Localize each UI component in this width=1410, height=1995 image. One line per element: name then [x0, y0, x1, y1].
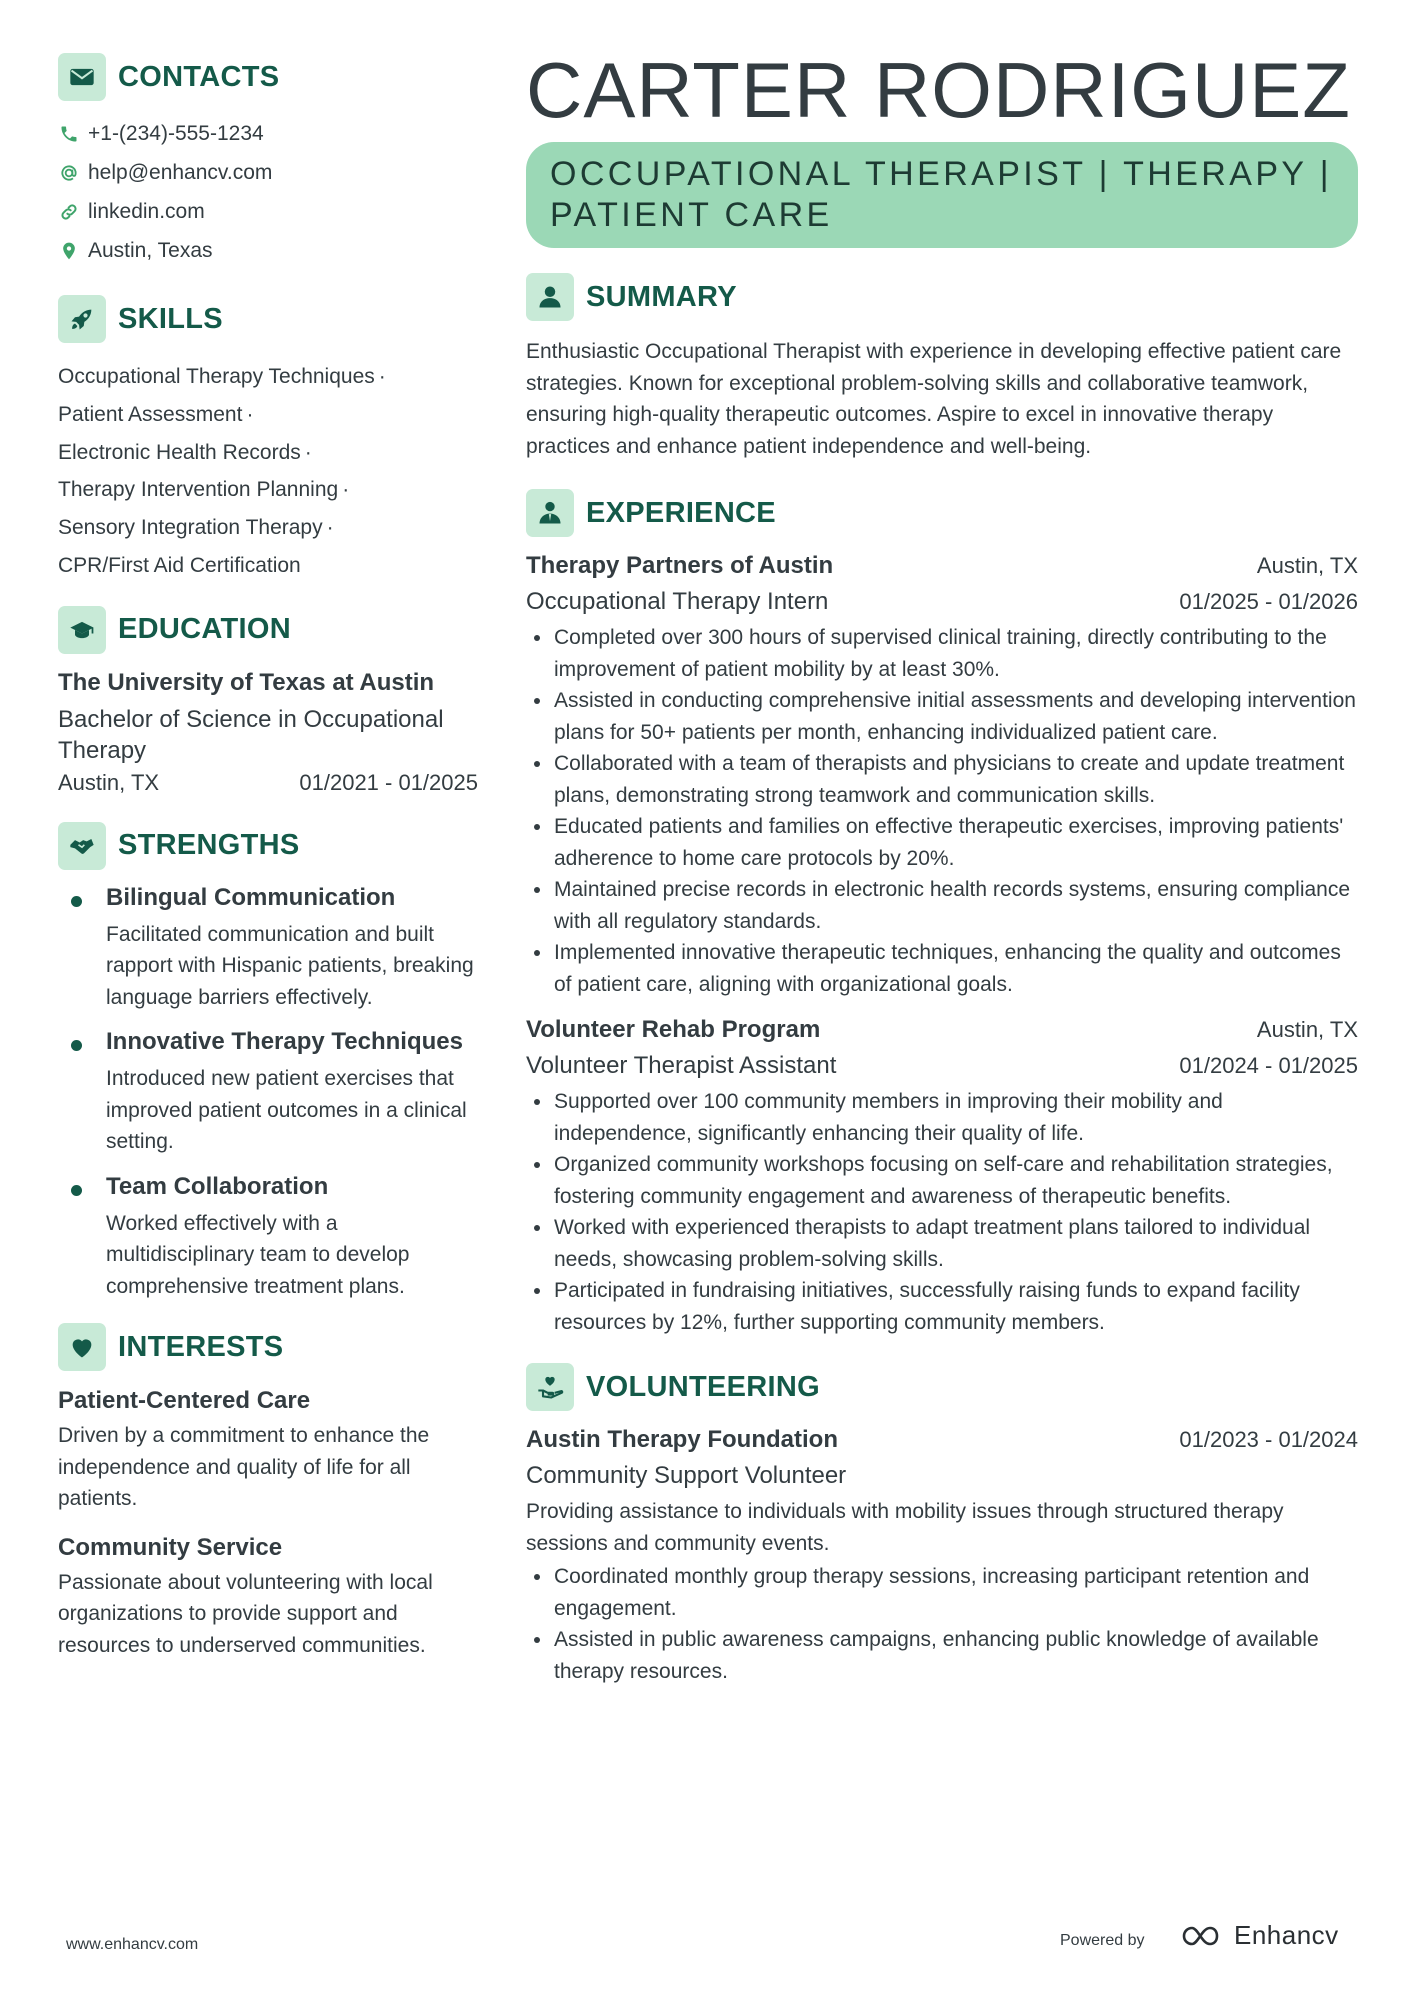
bullet-item: Completed over 300 hours of supervised clinical training, directly contributing to the improvement of patient mobility by at least 30%.: [526, 622, 1358, 685]
job-location: Austin, TX: [1256, 553, 1358, 578]
right-column: [526, 40, 1358, 1687]
map-pin-icon: [58, 240, 80, 262]
bullet-item: Assisted in public awareness campaigns, enhancing public knowledge of available therapy resources.: [526, 1624, 1358, 1687]
footer-url[interactable]: www.enhancv.com: [66, 1936, 199, 1953]
section-title: STRENGTHS: [118, 829, 300, 862]
contact-linkedin: [58, 192, 478, 231]
graduation-cap-icon: [58, 606, 106, 654]
headline-banner: OCCUPATIONAL THERAPIST | THERAPY | PATIENT CARE: [526, 142, 1358, 248]
interests-header: [58, 1322, 478, 1372]
job-location: Austin, TX: [1256, 1017, 1358, 1042]
strength-title: Innovative Therapy Techniques: [106, 1028, 463, 1056]
skill-item: Occupational Therapy Techniques ·: [58, 365, 386, 388]
skill-item: Therapy Intervention Planning ·: [58, 478, 350, 502]
bullet-item: Implemented innovative therapeutic techniques, enhancing the quality and outcomes of patient care, aligning with organizational goals.: [526, 937, 1358, 1000]
strength-title: Team Collaboration: [106, 1172, 329, 1200]
bullet-item: Organized community workshops focusing on self-care and rehabilitation strategies, fostering community engagement and awareness of therapeutic benefits.: [526, 1149, 1358, 1212]
contact-list: [58, 114, 478, 270]
strengths-list: [58, 883, 478, 1303]
interests-list: [58, 1384, 478, 1661]
left-column: [58, 52, 478, 1661]
footer-brand: Enhancv: [1234, 1920, 1339, 1950]
volunteering-header: [526, 1362, 1358, 1412]
bullet-item: Assisted in conducting comprehensive initial assessments and developing intervention plans for 50+ patients per month, enhancing individualized patient care.: [526, 685, 1358, 748]
volunteer-role: Community Support Volunteer: [526, 1462, 847, 1489]
strength-item: [58, 1027, 478, 1158]
job-bullets: [526, 622, 1358, 1000]
volunteering-entry: [526, 1422, 1358, 1687]
bullet-item: Coordinated monthly group therapy sessions, increasing participant retention and engagement.: [526, 1561, 1358, 1624]
skill-item: Sensory Integration Therapy ·: [58, 516, 334, 540]
footer-powered-by: Powered by: [1060, 1932, 1145, 1949]
strength-desc: Facilitated communication and built rapport with Hispanic patients, breaking language barriers effectively.: [106, 922, 474, 1009]
email-text[interactable]: help@enhancv.com: [88, 160, 273, 184]
contact-location: [58, 231, 478, 270]
bullet-item: Collaborated with a team of therapists and physicians to create and update treatment plans, demonstrating strong teamwork and communication skills.: [526, 748, 1358, 811]
contacts-header: [58, 52, 478, 102]
section-title: SKILLS: [118, 302, 223, 335]
volunteer-bullets: [526, 1561, 1358, 1687]
interest-title: Community Service: [58, 1533, 283, 1561]
volunteer-desc: Providing assistance to individuals with mobility issues through structured therapy sessions and community events.: [526, 1500, 1284, 1555]
job-bullets: [526, 1086, 1358, 1338]
bullet-icon: [71, 1040, 82, 1051]
interest-item: [58, 1384, 478, 1515]
job-company: Volunteer Rehab Program: [526, 1016, 821, 1043]
contact-email: [58, 153, 478, 192]
education-meta: [58, 766, 478, 799]
section-title: EXPERIENCE: [586, 496, 776, 529]
strengths-header: [58, 821, 478, 871]
bullet-item: Maintained precise records in electronic health records systems, ensuring compliance with all regulatory standards.: [526, 874, 1358, 937]
section-title: EDUCATION: [118, 613, 291, 646]
education-degree: Bachelor of Science in Occupational Therapy: [58, 705, 444, 764]
volunteer-dates: 01/2023 - 01/2024: [1179, 1427, 1358, 1452]
education-dates: 01/2021 - 01/2025: [299, 769, 478, 795]
phone-text[interactable]: +1-(234)-555-1234: [88, 121, 264, 145]
section-title: VOLUNTEERING: [586, 1370, 820, 1403]
strength-desc: Worked effectively with a multidisciplinary team to develop comprehensive treatment plans.: [106, 1211, 410, 1298]
briefcase-user-icon: [526, 489, 574, 537]
link-icon: [58, 201, 80, 223]
infinity-logo-icon: [1180, 1921, 1228, 1951]
skills-list: [58, 358, 478, 585]
user-icon: [526, 273, 574, 321]
interest-desc: Passionate about volunteering with local organizations to provide support and resources to underserved communities.: [58, 1570, 433, 1657]
skill-item: Patient Assessment ·: [58, 402, 254, 426]
bullet-item: Worked with experienced therapists to adapt treatment plans tailored to individual needs, showcasing problem-solving skills.: [526, 1212, 1358, 1275]
at-sign-icon: [58, 162, 80, 184]
skill-item: Electronic Health Records ·: [58, 440, 312, 464]
strength-desc: Introduced new patient exercises that improved patient outcomes in a clinical setting.: [106, 1067, 467, 1154]
bullet-item: Educated patients and families on effective therapeutic exercises, improving patients' adherence to home care protocols by 20%.: [526, 811, 1358, 874]
heart-icon: [58, 1323, 106, 1371]
bullet-icon: [71, 1185, 82, 1196]
education-location: Austin, TX: [58, 769, 160, 795]
handshake-icon: [58, 822, 106, 870]
bullet-item: Participated in fundraising initiatives, successfully raising funds to expand facility resources by 12%, further supporting community members.: [526, 1275, 1358, 1338]
interest-desc: Driven by a commitment to enhance the independence and quality of life for all patients.: [58, 1424, 430, 1511]
hand-heart-icon: [526, 1363, 574, 1411]
experience-header: [526, 488, 1358, 538]
bullet-icon: [71, 896, 82, 907]
volunteer-org: Austin Therapy Foundation: [526, 1426, 838, 1453]
strength-item: [58, 883, 478, 1014]
rocket-icon: [58, 295, 106, 343]
bullet-item: Supported over 100 community members in improving their mobility and independence, significantly enhancing their quality of life.: [526, 1086, 1358, 1149]
linkedin-text[interactable]: linkedin.com: [88, 199, 205, 223]
summary-text: Enthusiastic Occupational Therapist with experience in developing effective patient care strategies. Known for exceptional problem-solving skills and collaborative teamwork, ensuring high-quality therapeutic outcomes. Aspire to excel in innovative therapy practices and enhance patient independence and well-being.: [526, 340, 1342, 458]
summary-header: [526, 272, 1358, 322]
interest-item: [58, 1531, 478, 1662]
job-dates: 01/2024 - 01/2025: [1179, 1053, 1358, 1078]
section-title: CONTACTS: [118, 60, 280, 93]
enhancv-logo[interactable]: [1180, 1920, 1339, 1951]
education-school: The University of Texas at Austin: [58, 668, 435, 696]
education-header: [58, 605, 478, 655]
phone-icon: [58, 123, 80, 145]
skills-header: [58, 294, 478, 344]
location-text: Austin, Texas: [88, 238, 213, 262]
section-title: SUMMARY: [586, 280, 737, 313]
experience-entry: [526, 1012, 1358, 1338]
job-dates: 01/2025 - 01/2026: [1179, 589, 1358, 614]
job-title: Volunteer Therapist Assistant: [526, 1052, 837, 1079]
job-title: Occupational Therapy Intern: [526, 588, 829, 615]
envelope-icon: [58, 53, 106, 101]
contact-phone: [58, 114, 478, 153]
experience-entry: [526, 548, 1358, 1000]
skill-item: CPR/First Aid Certification: [58, 553, 301, 577]
job-company: Therapy Partners of Austin: [526, 552, 834, 579]
section-title: INTERESTS: [118, 1330, 284, 1363]
candidate-name: CARTER RODRIGUEZ: [526, 46, 1351, 134]
strength-item: [58, 1172, 478, 1303]
strength-title: Bilingual Communication: [106, 883, 396, 911]
interest-title: Patient-Centered Care: [58, 1387, 311, 1415]
